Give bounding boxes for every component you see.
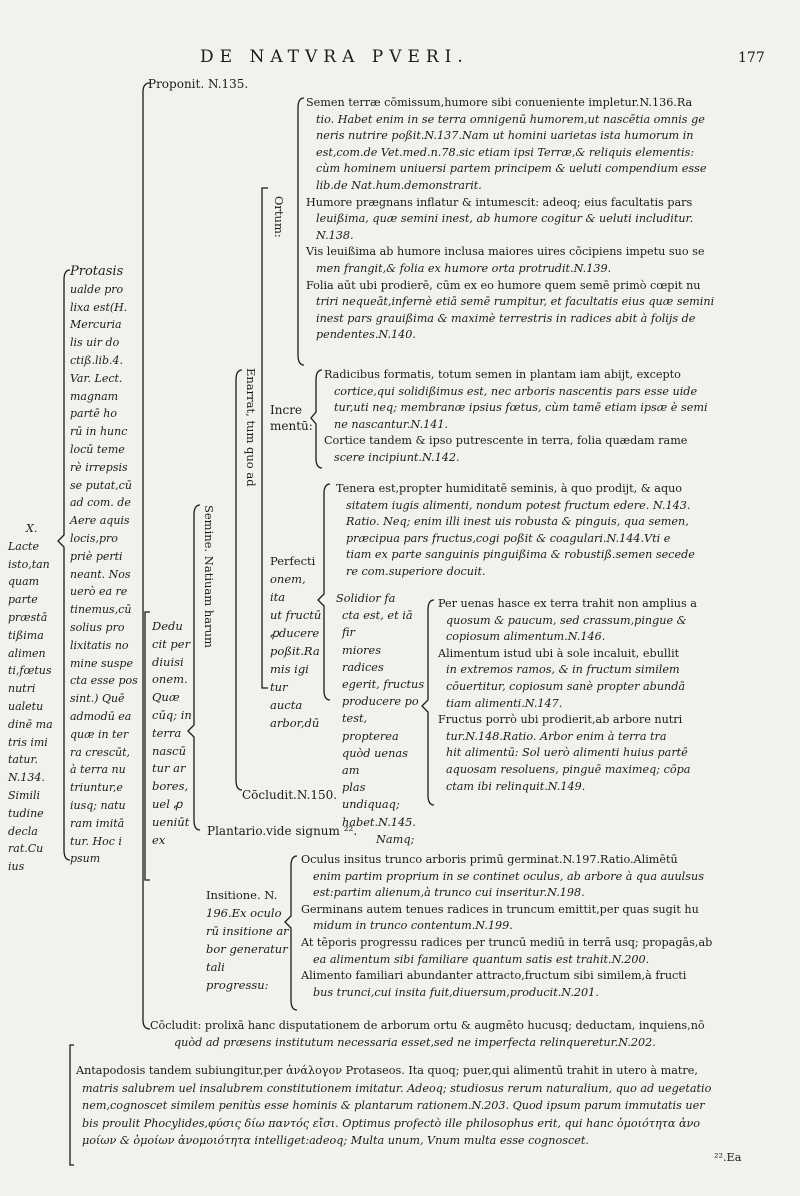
- incrementum-label-line: Incre: [270, 403, 303, 417]
- antapodosis-line: μοίων & ὁμοίων ἀνομοιότητα intelliget:adeoq; Multa unum, Vnum multa esse cognoscet.: [82, 1134, 589, 1147]
- gloss-line: dinē ma: [8, 717, 53, 731]
- tenera-line: sitatem iugis alimenti, nondum potest fructum edere. N.143.: [346, 498, 691, 512]
- concludit-line: Cōcludit: prolixā hanc disputationem de arborum ortu & augmēto hucusq; deductam, inquiens,nō: [150, 1019, 705, 1032]
- ortum-line: Vis leuißima ab humore inclusa maiores uires cōcipiens impetu suo se: [306, 245, 705, 259]
- insitione-line: midum in trunco contentum.N.199.: [313, 919, 513, 933]
- deducit-line: Quæ: [152, 690, 180, 705]
- ortum-line: men frangit,& folia ex humore orta protrudit.N.139.: [316, 261, 612, 275]
- protasis-line: rè irrepsis: [70, 460, 128, 474]
- incrementum-label: [270, 402, 313, 434]
- deducit-column: [152, 618, 196, 849]
- solidior-line: quòd uenas am: [342, 746, 408, 778]
- gloss-line: rat.Cu: [8, 842, 44, 856]
- ortum-line: Humore prægnans inflatur & intumescit: adeoq; eius facultatis pars: [306, 195, 693, 209]
- protasis-line: magnam: [70, 389, 119, 403]
- ortum-line: triri nequeāt,infernè etiā semē rumpitur, et facultatis eius quæ semini: [316, 295, 715, 309]
- concludit-first: Cōcludit.N.150.: [242, 788, 338, 802]
- protasis-line: locis,pro: [70, 531, 118, 545]
- namque-line: cōuertitur, copiosum sanè propter abundā: [446, 679, 686, 693]
- perfectionem-label-line: ꝓducere: [270, 626, 320, 640]
- solidior-line: miores radices: [342, 643, 384, 674]
- protasis-line: rū in hunc: [70, 425, 128, 439]
- gloss-line: Simili: [8, 788, 41, 802]
- tenera-line: tiam ex parte sanguinis pinguißima & robustiß.semen secede: [346, 548, 695, 562]
- protasis-line: admodū ea: [70, 709, 132, 723]
- protasis-line: lixa est(H.: [70, 300, 128, 314]
- deducit-line: bores,: [152, 779, 189, 794]
- protasis-line: ad com. de: [70, 496, 131, 510]
- page-number: 177: [738, 50, 765, 66]
- tenera-line: Ratio. Neq; enim illi inest uis robusta & pinguis, qua semen,: [346, 515, 689, 529]
- protasis-line: neant. Nos: [70, 567, 131, 581]
- incrementum-entries: [324, 367, 724, 467]
- protasis-line: triuntur,e: [70, 781, 123, 795]
- deducit-line: onem.: [152, 672, 188, 687]
- ortum-entry: [306, 95, 726, 195]
- antapodosis-line: Antapodosis tandem subiungitur,per ἀνάλογον Protaseos. Ita quoq; puer,qui alimentū trahit in utero à matre,: [76, 1064, 698, 1077]
- deducit-line: nascū: [152, 743, 187, 758]
- namque-line: Per uenas hasce ex terra trahit non amplius a: [438, 597, 697, 610]
- solidior-line: test, propterea: [342, 712, 399, 743]
- plantario-line: Plantario.vide signum ²².: [207, 824, 358, 838]
- perfectionem-label-line: Perfecti: [270, 554, 316, 568]
- incrementum-line: Cortice tandem & ipso putrescente in terra, folia quædam rame: [324, 434, 688, 448]
- incrementum-label-line: mentū:: [270, 419, 313, 433]
- protasis-line: iusq; natu: [70, 798, 126, 812]
- insitione-label: [206, 886, 290, 994]
- protasis-column: [70, 263, 144, 868]
- namque-line: tur.N.148.Ratio. Arbor enim à terra tra: [446, 729, 667, 743]
- protasis-line: psum: [70, 852, 101, 866]
- gloss-line: alimen: [8, 646, 46, 660]
- namque-line: quosum & paucum, sed crassum,pingue &: [446, 613, 687, 627]
- protasis-line: Mercuria: [70, 318, 122, 332]
- ortum-line: Semen terræ cōmissum,humore sibi conueniente impletur.N.136.Ra: [306, 96, 693, 109]
- gloss-line: tatur.: [8, 753, 39, 767]
- catchword: ²².Ea: [714, 1151, 742, 1164]
- brace-antapodosis: [70, 1045, 74, 1165]
- antapodosis-line: nem,cognoscet similem penitùs esse hominis & plantarum rationem.N.203. Quod ipsum parum immutatis uer: [82, 1099, 705, 1112]
- perfectionem-label-line: ut fructū: [270, 608, 322, 622]
- insitione-line: enim partim proprium in se continet oculus, ab arbore à qua auulsus: [313, 869, 704, 883]
- ortum-entries: [306, 95, 726, 344]
- perfectionem-label-line: onem, ita: [270, 572, 306, 604]
- gloss-line: tißima: [8, 628, 44, 642]
- deducit-line: uel ꝓ: [152, 796, 183, 811]
- deducit-line: cūq; in: [152, 707, 192, 722]
- tenera-line: præcipua pars fructus,cogi poßit & coagulari.N.144.Vti e: [346, 531, 671, 545]
- namque-line: copiosum alimentum.N.146.: [446, 630, 606, 644]
- antapodosis-line: matris salubrem uel insalubrem constitutionem imitatur. Adeoq; studiosus rerum naturalium, quo ad uegetatio: [82, 1081, 712, 1095]
- solidior-line: Namq;: [376, 832, 415, 846]
- left-gloss: [8, 520, 63, 876]
- deducit-line: ueniūt: [152, 814, 190, 829]
- namque-entries: [438, 596, 738, 795]
- proponit-heading: Proponit. N.135.: [148, 77, 249, 91]
- perfectionem-label-line: mis igi: [270, 662, 309, 676]
- protasis-line: partē ho: [70, 407, 117, 421]
- solidior-line: plas undiquaq;: [342, 781, 400, 812]
- protasis-line: tur. Hoc i: [70, 834, 122, 848]
- protasis-line: uerò ea re: [70, 585, 128, 599]
- ortum-line: neris nutrire poßit.N.137.Nam ut homini uarietas ista humorum in: [316, 129, 694, 143]
- ortum-vertical-label: Ortum:: [272, 196, 286, 238]
- brace-enarrat: [236, 370, 242, 790]
- ortum-line: pendentes.N.140.: [316, 328, 416, 342]
- incrementum-line: cortice,qui solidißimus est, nec arboris nascentis pars esse uide: [334, 384, 698, 398]
- ortum-entry: [306, 244, 726, 277]
- gloss-line: tris imi: [8, 735, 48, 749]
- protasis-line: locū teme: [70, 442, 125, 456]
- incrementum-line: scere incipiunt.N.142.: [334, 450, 460, 464]
- insitione-line: ea alimentum sibi familiare quantum satis est trahit.N.200.: [313, 952, 650, 966]
- incrementum-line: tur,uti neq; membranæ ipsius fœtus, cùm tamē etiam ipsæ è semi: [334, 401, 708, 415]
- protasis-line: ra crescūt,: [70, 745, 131, 759]
- gloss-line: quam: [8, 575, 40, 589]
- solidior-line: Solidior fa: [336, 592, 396, 605]
- concludit-line: quòd ad præsens institutum necessaria esset,sed ne imperfecta relinqueretur.N.202.: [174, 1035, 656, 1049]
- protasis-line: Protasis: [70, 264, 124, 279]
- ortum-line: leuißima, quæ semini inest, ab humore cogitur & ueluti includitur.: [316, 212, 694, 226]
- ortum-line: N.138.: [316, 228, 354, 242]
- protasis-line: se putat,cū: [70, 478, 132, 492]
- gloss-line: ius: [8, 860, 25, 874]
- protasis-line: Aere aquis: [70, 514, 130, 528]
- deducit-line: terra: [152, 725, 182, 740]
- ortum-line: Folia aūt ubi prodierē, cūm ex eo humore quem semē primò cœpit nu: [306, 278, 701, 292]
- insitione-entries: [301, 852, 741, 1001]
- solidior-line: producere po: [342, 695, 419, 709]
- tenera-line: re com.superiore docuit.: [346, 564, 486, 578]
- tenera-entry: [336, 481, 731, 581]
- deducit-line: ex: [152, 832, 166, 847]
- concludit-second: [150, 1018, 730, 1051]
- namque-line: aquosam resoluens, pinguē maximeq; cōpa: [446, 762, 691, 776]
- perfectionem-label-line: arbor,dū: [270, 716, 320, 730]
- ortum-entry: [306, 278, 726, 344]
- enarrat-vertical-label: Enarrat, tum quo ad: [244, 368, 258, 487]
- gloss-line: tudine: [8, 806, 44, 820]
- protasis-line: tinemus,cū: [70, 603, 132, 617]
- protasis-line: ram imitā: [70, 816, 125, 830]
- protasis-line: cta esse pos: [70, 674, 138, 688]
- running-title: DE NATVRA PVERI.: [200, 47, 469, 67]
- insitione-line: est:partim alienum,à trunco cui inseritur.N.198.: [313, 886, 585, 900]
- insitione-label-line: Insitione. N.: [206, 888, 278, 902]
- protasis-line: ualde pro: [70, 282, 124, 296]
- incrementum-line: Radicibus formatis, totum semen in plantam iam abijt, excepto: [324, 368, 681, 381]
- brace-ortum-trunk: [262, 188, 268, 688]
- insitione-line: Alimento familiari abundanter attracto,fructum sibi similem,à fructi: [301, 969, 687, 983]
- ortum-line: est,com.de Vet.med.n.78.sic etiam ipsi Terræ,& reliquis elementis:: [316, 145, 695, 159]
- insitione-line: At tēporis progressu radices per truncū mediū in terrā usq; propagās,ab: [301, 935, 713, 949]
- perfectionem-label-line: tur aucta: [270, 680, 303, 712]
- gloss-line: N.134.: [8, 771, 45, 785]
- deducit-line: tur ar: [152, 761, 186, 776]
- insitione-line: bus trunci,cui insita fuit,diuersum,producit.N.201.: [313, 985, 599, 999]
- solidior-line: cta est, et iā fir: [342, 609, 413, 640]
- namque-line: in extremos ramos, & in fructum similem: [446, 663, 680, 677]
- insitione-label-line: rū insitione ar: [206, 924, 289, 938]
- gloss-line: nutri: [8, 682, 36, 696]
- protasis-line: priè perti: [70, 549, 123, 563]
- gloss-line: parte: [8, 593, 38, 607]
- namque-line: Alimentum istud ubi à sole incaluit, ebullit: [438, 646, 680, 660]
- deducit-line: cit per: [152, 636, 191, 651]
- semine-vertical-label: Semine. Natiuam harum: [202, 505, 216, 648]
- insitione-line: Germinans autem tenues radices in truncum emittit,per quas sugit hu: [301, 902, 699, 916]
- gloss-line: ti,fœtus: [8, 664, 52, 678]
- brace-main: [143, 83, 150, 1029]
- ortum-entry: [306, 195, 726, 245]
- namque-line: Fructus porrò ubi prodierit,ab arbore nutri: [438, 713, 683, 727]
- protasis-line: lis uir do: [70, 336, 120, 350]
- insitione-label-line: 196.Ex oculo: [206, 906, 282, 920]
- protasis-line: quæ in ter: [70, 727, 129, 741]
- namque-line: tiam alimenti.N.147.: [446, 696, 563, 710]
- protasis-line: Var. Lect.: [70, 371, 123, 385]
- solidior-line: habet.N.145.: [342, 815, 416, 829]
- incrementum-line: ne nascantur.N.141.: [334, 417, 449, 431]
- insitione-line: Oculus insitus trunco arboris primū germinat.N.197.Ratio.Alimētū: [301, 853, 678, 866]
- ortum-line: cùm hominem uniuersi partem principem & ueluti compendium esse: [316, 162, 707, 176]
- gloss-line: isto,tan: [8, 557, 50, 571]
- deducit-line: diuisi: [152, 654, 184, 669]
- solidior-line: egerit, fructus: [342, 678, 425, 692]
- protasis-line: à terra nu: [70, 763, 126, 777]
- ortum-line: inest pars grauißima & maximè terrestris in radices abit à folijs de: [316, 311, 696, 325]
- solidior-entry: [336, 590, 426, 848]
- insitione-label-line: bor generatur: [206, 942, 288, 956]
- deducit-line: Dedu: [152, 619, 183, 633]
- perfectionem-label: [270, 552, 322, 732]
- namque-line: hit alimentū: Sol uerò alimenti huius partē: [446, 746, 688, 760]
- gloss-line: X.: [26, 522, 38, 535]
- protasis-line: ctiß.lib.4.: [70, 353, 124, 367]
- gloss-line: præstā: [8, 610, 48, 624]
- perfectionem-label-line: poßit.Ra: [270, 644, 320, 658]
- antapodosis-line: bis proulit Phocylides,φύσις δίω παντός εἴσι. Optimus profectò ille philosophus erit, qui hanc ὁμοιότητα ἀνο: [82, 1116, 701, 1130]
- insitione-label-line: tali progressu:: [206, 960, 269, 992]
- ortum-line: lib.de Nat.hum.demonstrarit.: [316, 178, 482, 192]
- brace-ortum: [298, 98, 304, 365]
- gloss-line: decla: [8, 824, 38, 838]
- protasis-line: mine suspe: [70, 656, 133, 670]
- tenera-line: Tenera est,propter humiditatē seminis, à quo prodijt, & aquo: [336, 482, 683, 495]
- brace-deducit: [145, 612, 150, 880]
- ortum-line: tio. Habet enim in se terra omnigenū humorem,ut nascētia omnis ge: [316, 112, 705, 126]
- antapodosis-paragraph: [76, 1062, 756, 1150]
- gloss-line: ualetu: [8, 699, 44, 713]
- gloss-line: Lacte: [8, 539, 39, 553]
- protasis-line: lixitatis no: [70, 638, 129, 652]
- namque-line: ctam ibi relinquit.N.149.: [446, 779, 586, 793]
- protasis-line: solius pro: [70, 620, 125, 634]
- protasis-line: sint.) Quē: [70, 692, 125, 706]
